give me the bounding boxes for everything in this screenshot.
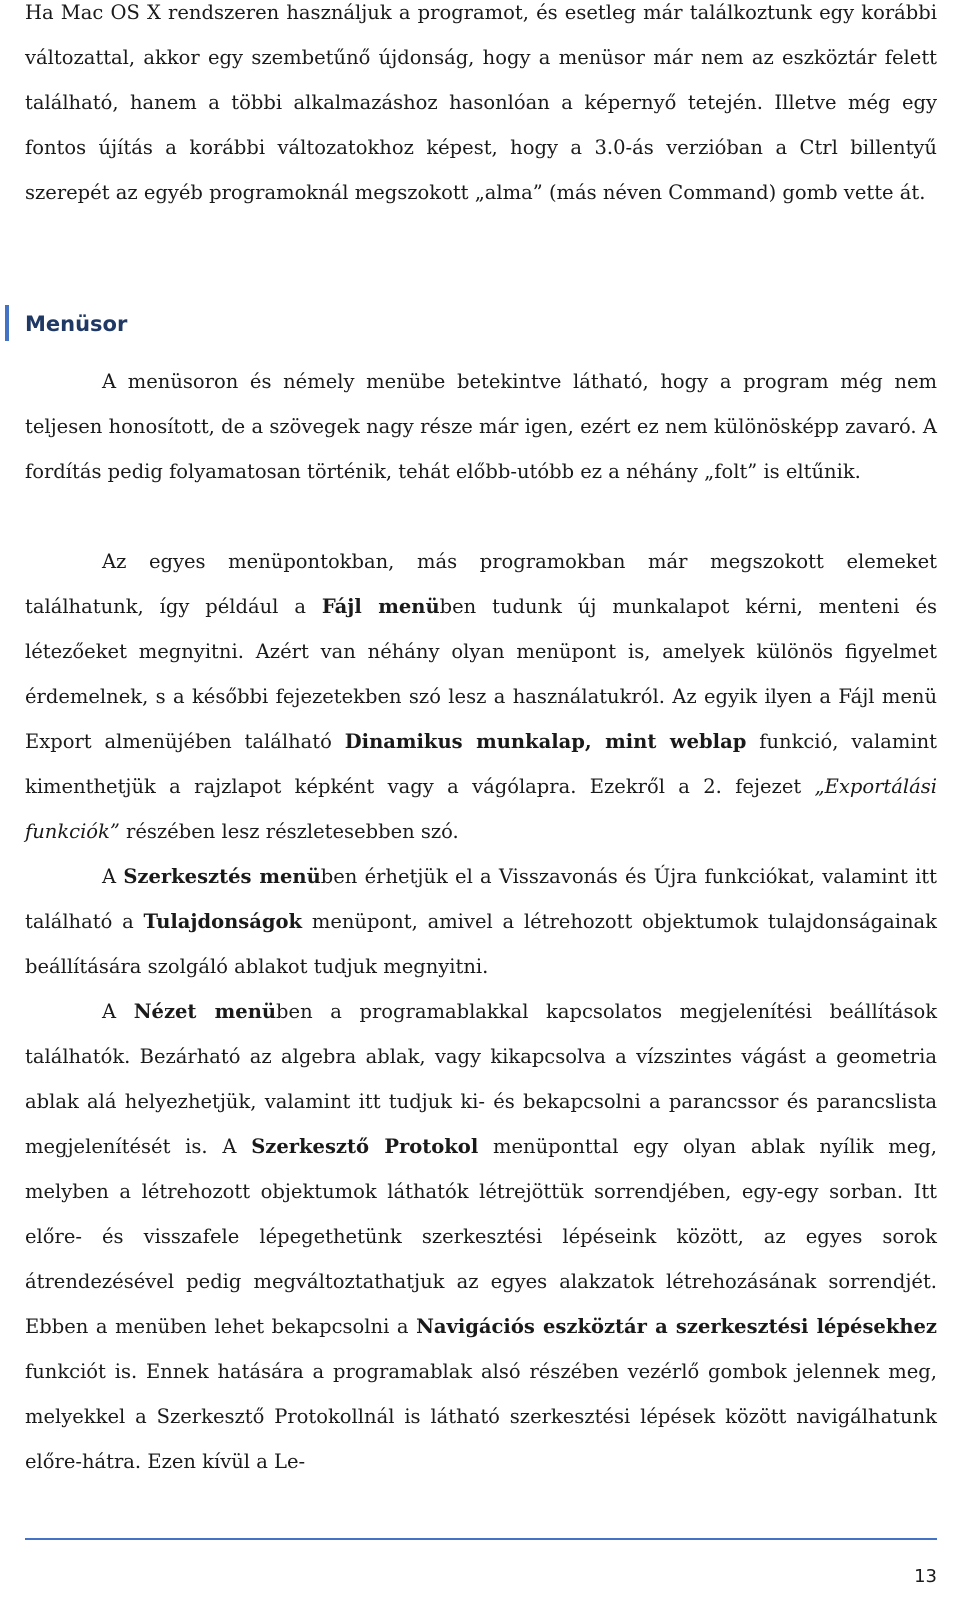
paragraph-szerkesztes-menu xyxy=(25,854,937,989)
text-run: ben érhetjük el a Visszavonás és Újra funkciókat, valamint itt található a xyxy=(25,865,937,933)
paragraph-menupontok xyxy=(25,539,937,854)
bold-term: Fájl menü xyxy=(321,595,440,618)
paragraph-menusor xyxy=(25,359,937,494)
bold-term: Nézet menü xyxy=(133,1000,277,1023)
italic-reference: „Exportálási funkciók” xyxy=(25,775,937,843)
intro-paragraph xyxy=(25,0,937,215)
text-run: ben a programablakkal kapcsolatos megjelenítési beállítások találhatók. Bezárható az algebra ablak, vagy kikapcsolva a vízszintes vágást a geometria ablak alá helyezhetjük, valamint itt tudjuk ki- és bekapcsolni a parancssor és parancslista megjelenítését is. A xyxy=(25,1000,938,1158)
bold-term: Dinamikus munkalap, mint weblap xyxy=(344,730,747,753)
text-run: Az egyes menüpontokban, más programokban már megszokott elemeket találhatunk, így például a xyxy=(25,550,937,618)
text-run: menüponttal egy olyan ablak nyílik meg, melyben a létrehozott objektumok láthatók létrejöttük sorrendjében, egy-egy sorban. Itt előre- és visszafele lépegethetünk szerkesztési lépéseink között, az egyes sorok átrendezésével pedig megváltoztathatjuk az egyes alakzatok létrehozásának sorrendjét. Ebben a menüben lehet bekapcsolni a xyxy=(25,1135,937,1338)
bold-term: Szerkesztő Protokol xyxy=(251,1135,479,1158)
text-run: funkciót is. Ennek hatására a programablak alsó részében vezérlő gombok jelennek meg, melyekkel a Szerkesztő Protokollnál is látható szerkesztési lépések között navigálhatunk előre-hátra. Ezen kívül a Le- xyxy=(25,1360,937,1473)
page-number: 13 xyxy=(914,1566,937,1587)
text-run: részében lesz részletesebben szó. xyxy=(119,820,459,843)
paragraph-nezet-menu xyxy=(25,989,937,1484)
text-run: A menüsoron és némely menübe betekintve látható, hogy a program még nem teljesen honosított, de a szövegek nagy része már igen, ezért ez nem különösképp zavaró. A fordítás pedig folyamatosan történik, tehát előbb-utóbb ez a néhány „folt” is eltűnik. xyxy=(25,370,937,483)
heading-accent-bar xyxy=(5,305,9,341)
text-run: A xyxy=(102,1000,134,1023)
text-run: menüpont, amivel a létrehozott objektumok tulajdonságainak beállítására szolgáló ablakot tudjuk megnyitni. xyxy=(25,910,937,978)
bold-term: Szerkesztés menü xyxy=(123,865,321,888)
bold-term: Navigációs eszköztár a szerkesztési lépésekhez xyxy=(416,1315,937,1338)
text-run: ben tudunk új munkalapot kérni, menteni és létezőeket megnyitni. Azért van néhány olyan menüpont is, amelyek különös figyelmet érdemelnek, s a későbbi fejezetekben szó lesz a használatukról. Az egyik ilyen a Fájl menü Export almenüjében található xyxy=(25,595,937,753)
bold-term: Tulajdonságok xyxy=(143,910,303,933)
footer-rule xyxy=(25,1538,937,1540)
section-heading: Menüsor xyxy=(25,312,128,336)
text-run: A xyxy=(102,865,124,888)
text-run: Ha Mac OS X rendszeren használjuk a programot, és esetleg már találkoztunk egy korábbi változattal, akkor egy szembetűnő újdonság, hogy a menüsor már nem az eszköztár felett található, hanem a többi alkalmazáshoz hasonlóan a képernyő tetején. Illetve még egy fontos újítás a korábbi változatokhoz képest, hogy a 3.0-ás verzióban a Ctrl billentyű szerepét az egyéb programoknál megszokott „alma” (más néven Command) gomb vette át. xyxy=(25,1,937,204)
text-run: funkció, valamint kimenthetjük a rajzlapot képként vagy a vágólapra. Ezekről a 2. fejezet xyxy=(25,730,937,798)
